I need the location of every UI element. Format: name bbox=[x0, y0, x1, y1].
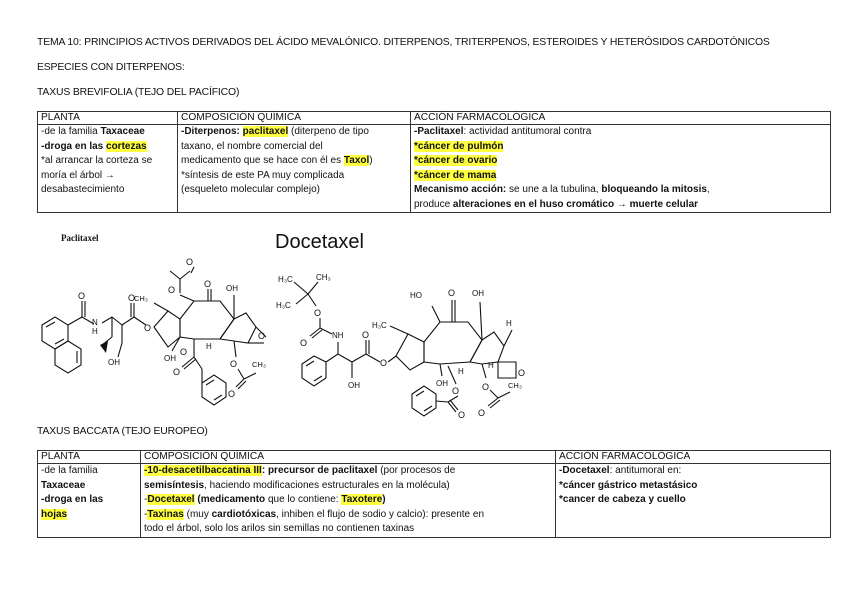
cell-planta bbox=[38, 464, 141, 538]
text: *cancer de cabeza y cuello bbox=[559, 494, 686, 505]
text: ) bbox=[382, 494, 386, 505]
docetaxel-structure bbox=[272, 266, 547, 421]
phenyl-ring bbox=[412, 386, 436, 416]
atom-label: OH bbox=[472, 289, 484, 298]
text: ) bbox=[369, 155, 373, 166]
atom-label: O bbox=[448, 288, 456, 298]
cell-composicion bbox=[178, 125, 411, 213]
atom-label: H bbox=[488, 361, 494, 370]
text: : antitumoral en: bbox=[609, 465, 682, 476]
atom-label: CH₃ bbox=[508, 381, 522, 390]
text: - bbox=[144, 508, 148, 520]
atom-label: N bbox=[92, 318, 98, 327]
docetaxel-title: Docetaxel bbox=[275, 231, 364, 253]
atom-label: H bbox=[92, 327, 98, 336]
text: -droga en las bbox=[41, 140, 107, 152]
text: (medicamento bbox=[194, 494, 266, 505]
atom-label: O bbox=[518, 368, 526, 378]
text: semisíntesis bbox=[144, 479, 205, 491]
column-header-accion: ACCIÓN FARMACOLÓGICA bbox=[411, 112, 831, 125]
column-header-composicion: COMPOSICIÓN QUÍMICA bbox=[178, 112, 411, 125]
highlight: hojas bbox=[41, 508, 68, 520]
core-ring-a bbox=[396, 334, 424, 370]
text: Taxaceae bbox=[100, 126, 145, 137]
atom-label: O bbox=[380, 358, 388, 368]
text: *al arrancar la corteza se bbox=[41, 155, 153, 166]
atom-label: O bbox=[204, 279, 212, 289]
phenyl-ring bbox=[302, 356, 326, 386]
text: Taxaceae bbox=[41, 479, 86, 491]
text: se une a la tubulina, bbox=[506, 184, 602, 195]
atom-label: CH₃ bbox=[252, 360, 266, 369]
column-header-planta: PLANTA bbox=[38, 451, 141, 464]
text: muerte celular bbox=[629, 198, 699, 210]
phenyl-ring bbox=[202, 375, 226, 405]
text: alteraciones en el huso cromático bbox=[452, 198, 615, 210]
table-row bbox=[38, 125, 831, 213]
text: -Docetaxel bbox=[559, 465, 610, 476]
species-heading: ESPECIES CON DITERPENOS: bbox=[37, 62, 185, 73]
text: - bbox=[144, 494, 148, 505]
highlight: Taxinas bbox=[147, 508, 184, 520]
text: produce bbox=[414, 198, 453, 210]
atom-label: O bbox=[228, 389, 236, 399]
atom-label: OH bbox=[436, 379, 448, 388]
text: -de la familia bbox=[41, 126, 101, 137]
atom-label: O bbox=[258, 331, 266, 341]
text: , haciendo modificaciones estructurales en la molécula) bbox=[204, 479, 450, 491]
taxus-brevifolia-table bbox=[37, 111, 831, 213]
cell-planta bbox=[38, 125, 178, 213]
core-ring-b bbox=[180, 301, 234, 339]
atom-label: H₃C bbox=[278, 275, 293, 284]
atom-label: O bbox=[478, 408, 486, 418]
atom-label: O bbox=[173, 367, 181, 377]
paclitaxel-title: Paclitaxel bbox=[61, 233, 99, 243]
atom-label: O bbox=[314, 308, 322, 318]
atom-label: O bbox=[230, 359, 238, 369]
highlight: *cáncer de mama bbox=[414, 169, 497, 181]
atom-label: OH bbox=[226, 284, 238, 293]
text: , inhiben el flujo de sodio y calcio): presente en bbox=[276, 508, 485, 520]
text: , bbox=[706, 184, 710, 195]
table-header-row bbox=[38, 451, 831, 464]
highlight: cortezas bbox=[106, 140, 147, 152]
highlight: *cáncer de pulmón bbox=[414, 140, 504, 152]
text: → bbox=[614, 198, 630, 210]
atom-label: H bbox=[506, 319, 512, 328]
highlight: Taxotere bbox=[341, 494, 383, 505]
atom-label: CH₃ bbox=[316, 273, 331, 282]
text: (diterpeno de tipo bbox=[288, 126, 369, 137]
text: desabastecimiento bbox=[41, 184, 125, 195]
table-row bbox=[38, 464, 831, 538]
text: *síntesis de este PA muy complicada bbox=[181, 169, 345, 181]
atom-label: H bbox=[458, 367, 464, 376]
atom-label: O bbox=[78, 291, 86, 301]
highlight: -10-desacetilbaccatina III bbox=[144, 465, 262, 476]
atom-label: H₃C bbox=[276, 301, 291, 310]
column-header-planta: PLANTA bbox=[38, 112, 178, 125]
atom-label: O bbox=[168, 285, 176, 295]
text: Mecanismo acción: bbox=[414, 184, 507, 195]
cell-composicion bbox=[141, 464, 556, 538]
highlight: paclitaxel bbox=[242, 126, 289, 137]
text: bloqueando la mitosis bbox=[601, 184, 707, 195]
text: taxano, el nombre comercial del bbox=[181, 140, 323, 152]
core-ring-a bbox=[154, 311, 180, 347]
text: (muy bbox=[183, 508, 212, 520]
taxus-baccata-table bbox=[37, 450, 831, 538]
text: medicamento que se hace con él es bbox=[181, 155, 344, 166]
table-header-row bbox=[38, 112, 831, 125]
atom-label: NH bbox=[332, 331, 344, 340]
atom-label: O bbox=[482, 382, 490, 392]
cell-accion bbox=[411, 125, 831, 213]
text: -Paclitaxel bbox=[414, 126, 464, 137]
core-ring-b bbox=[424, 322, 482, 364]
text: cardiotóxicas bbox=[211, 508, 277, 520]
text: -de la familia bbox=[41, 465, 98, 476]
atom-label: O bbox=[186, 257, 194, 267]
text: : precursor de paclitaxel bbox=[261, 465, 378, 476]
atom-label: H₃C bbox=[372, 321, 387, 330]
document-title: TEMA 10: PRINCIPIOS ACTIVOS DERIVADOS DEL ÁCIDO MEVALÓNICO. DITERPENOS, TRITERPENOS, ESTEROIDES Y HETERÓSIDOS CARDOTÓNICOS bbox=[37, 37, 770, 48]
text: todo el árbol, solo los arilos sin semillas no contienen taxinas bbox=[144, 523, 415, 534]
text: (esqueleto molecular complejo) bbox=[181, 184, 320, 195]
atom-label: O bbox=[458, 410, 466, 420]
text: (por procesos de bbox=[377, 465, 456, 476]
atom-label: H bbox=[206, 342, 212, 351]
oxetane-ring bbox=[498, 362, 516, 378]
cell-accion bbox=[556, 464, 831, 538]
atom-label: CH₃ bbox=[134, 294, 148, 303]
text: : actividad antitumoral contra bbox=[463, 126, 592, 137]
column-header-composicion: COMPOSICIÓN QUÍMICA bbox=[141, 451, 556, 464]
text: -droga en las bbox=[41, 494, 104, 505]
core-ring-c bbox=[470, 332, 504, 364]
atom-label: OH bbox=[348, 381, 360, 390]
atom-label: OH bbox=[108, 358, 120, 367]
highlight: Docetaxel bbox=[147, 494, 195, 505]
text: moría el árbol → bbox=[41, 169, 115, 181]
column-header-accion: ACCIÓN FARMACOLÓGICA bbox=[556, 451, 831, 464]
core-ring-c bbox=[220, 313, 256, 343]
taxus-brevifolia-heading: TAXUS BREVIFOLIA (TEJO DEL PACÍFICO) bbox=[37, 87, 240, 98]
atom-label: O bbox=[300, 338, 308, 348]
taxus-baccata-heading: TAXUS BACCATA (TEJO EUROPEO) bbox=[37, 426, 208, 437]
atom-label: O bbox=[362, 330, 370, 340]
atom-label: O bbox=[180, 347, 188, 357]
atom-label: HO bbox=[410, 291, 422, 300]
text: que lo contiene: bbox=[265, 494, 342, 505]
atom-label: O bbox=[452, 386, 460, 396]
atom-label: O bbox=[144, 323, 152, 333]
paclitaxel-structure bbox=[30, 245, 275, 425]
atom-label: O bbox=[128, 293, 136, 303]
phenyl-ring bbox=[42, 317, 68, 349]
atom-label: OH bbox=[164, 354, 176, 363]
text: -Diterpenos: bbox=[181, 126, 243, 137]
text: *cáncer gástrico metastásico bbox=[559, 479, 698, 491]
highlight: *cáncer de ovario bbox=[414, 155, 498, 166]
highlight: Taxol bbox=[343, 155, 370, 166]
